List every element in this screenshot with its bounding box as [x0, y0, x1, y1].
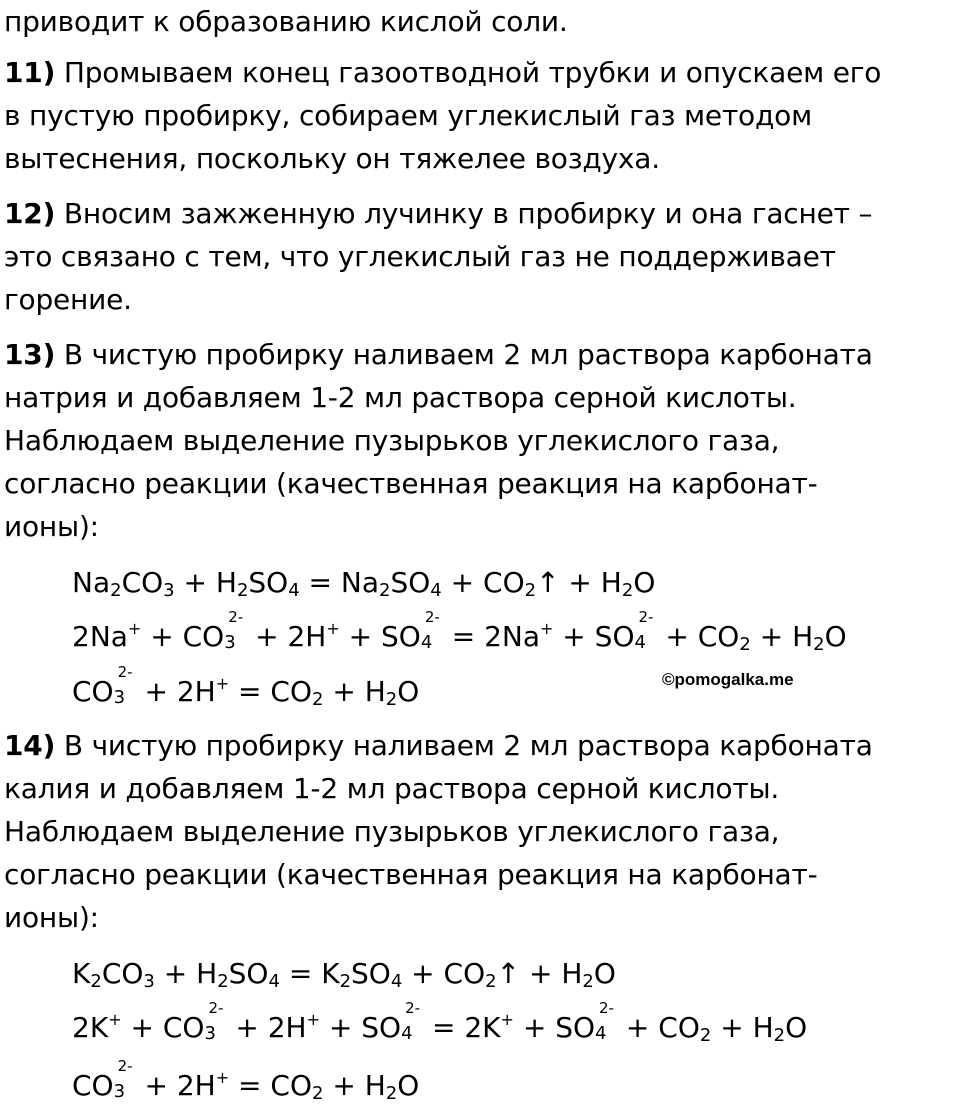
text-line: горение.	[4, 283, 132, 316]
text-line: ионы):	[4, 510, 99, 543]
full-ionic-equation-potassium: 2K+ + CO 3 2- + 2H+ + SO 4 2- = 2K+ + SO 4 2- + $CO_2 + H_2O$	[72, 999, 808, 1046]
paragraph-14-line: 14) В чистую пробирку наливаем 2 мл раствора карбоната	[4, 729, 873, 762]
paragraph-12-line: 12) Вносим зажженную лучинку в пробирку и она гаснет –	[4, 197, 873, 230]
molecular-equation-potassium: $K_2CO_3 + H_2SO_4 = K_2SO_4$ + $CO_2↑ + H_2O$	[72, 957, 616, 992]
text-line: Наблюдаем выделение пузырьков углекислого газа,	[4, 815, 780, 848]
text-line: Наблюдаем выделение пузырьков углекислого газа,	[4, 424, 780, 457]
text-line: натрия и добавляем 1-2 мл раствора серной кислоты.	[4, 381, 797, 414]
short-ionic-equation-potassium: CO 3 2- + $2H^+ = CO_2 + H_2O$	[72, 1057, 420, 1104]
text-line: в пустую пробирку, собираем углекислый газ методом	[4, 99, 813, 132]
text-line: вытеснения, поскольку он тяжелее воздуха.	[4, 142, 660, 175]
full-ionic-equation-sodium: 2Na+ + CO 3 2- + 2H+ + SO 4 2- = 2Na+ + SO 4 2- + $CO_2 + H_2O$	[72, 608, 847, 655]
item-number: 13)	[4, 338, 56, 371]
text-line: калия и добавляем 1-2 мл раствора серной кислоты.	[4, 772, 780, 805]
paragraph-11-line: 11) Промываем конец газоотводной трубки и опускаем его	[4, 56, 882, 89]
text-line: согласно реакции (качественная реакция на карбонат-	[4, 467, 818, 500]
text-line: приводит к образованию кислой соли.	[4, 5, 568, 38]
item-number: 12)	[4, 197, 56, 230]
paragraph-13-line: 13) В чистую пробирку наливаем 2 мл раствора карбоната	[4, 338, 873, 371]
text-line: согласно реакции (качественная реакция на карбонат-	[4, 858, 818, 891]
molecular-equation-sodium: $Na_2CO_3 + H_2SO_4 = Na_2SO_4$ + $CO_2↑ + H_2O$	[72, 566, 656, 601]
item-number: 11)	[4, 56, 56, 89]
text-line: ионы):	[4, 901, 99, 934]
gas-arrow-icon: ↑	[496, 957, 521, 990]
text-line: это связано с тем, что углекислый газ не поддерживает	[4, 240, 836, 273]
item-number: 14)	[4, 729, 56, 762]
short-ionic-equation-sodium: CO 3 2- + $2H^+ = CO_2 + H_2O$	[72, 663, 420, 710]
gas-arrow-icon: ↑	[536, 566, 560, 599]
watermark: ©pomogalka.me	[662, 670, 794, 689]
